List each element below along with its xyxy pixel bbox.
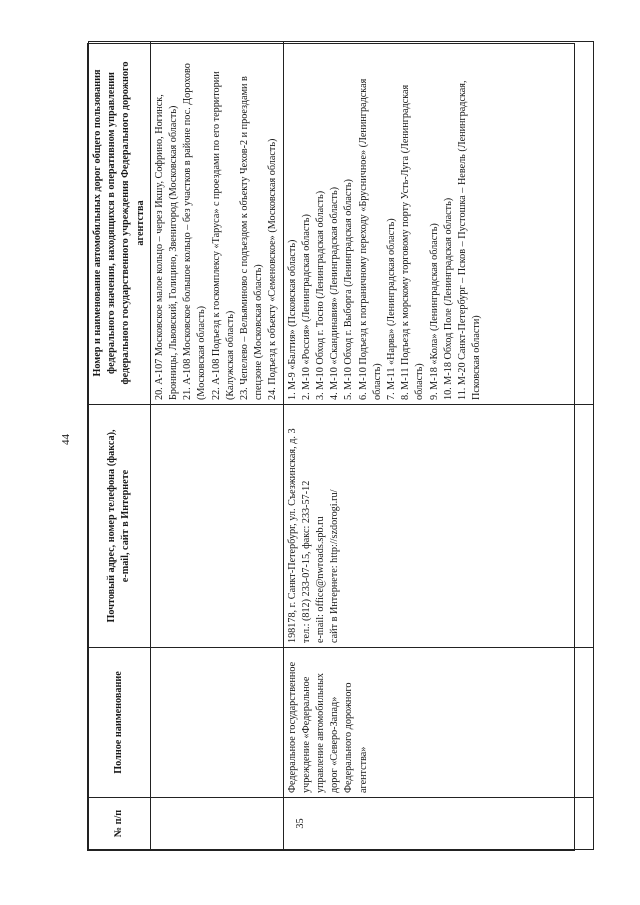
road-item: 21. А-108 Московское большое кольцо – без участков в районе пос. Дорохово (Московская область)	[182, 63, 208, 400]
header-full-name: Полное наименование	[89, 648, 151, 798]
table-header-row	[89, 42, 151, 850]
cell-address-empty	[150, 405, 283, 648]
page-number: 44	[60, 434, 72, 445]
header-roads: Номер и наименование автомобильных дорог общего пользования федерального значения, находящихся в оперативном управлении федерального государственного учреждения Федерального дорожного агентства	[89, 42, 151, 405]
road-item: 22. А-108 Подъезд к госкомплексу «Таруса» с проездами по его территории (Калужская область)	[210, 71, 236, 400]
roads-table	[87, 43, 575, 851]
road-item: 8. М-11 Подъезд к морскому торговому порту Усть-Луга (Ленинградская область)	[400, 84, 426, 400]
road-item: 20. А-107 Московское малое кольцо – через Икшу, Софрино, Ногинск, Бронницы, Львовский, Голицино, Звенигород (Московская область)	[153, 94, 180, 400]
table-row-35	[283, 42, 593, 850]
cell-roads-list	[283, 42, 593, 405]
table-row-continuation	[150, 42, 283, 850]
cell-name-empty	[150, 648, 283, 798]
road-item: 9. М-18 «Кола» (Ленинградская область)	[428, 223, 440, 400]
email-address: e-mail: office@nwroads.spb.ru	[315, 516, 327, 643]
road-item: 7. М-11 «Нарва» (Ленинградская область)	[386, 218, 398, 400]
phone-fax: тел.: (812) 233-07-15, факс: 233-57-12	[300, 480, 312, 643]
website: сайт в Интернете: http://szdorogi.ru/	[329, 489, 341, 643]
header-number: № п/п	[89, 798, 151, 850]
road-item: 3. М-10 Обход г. Тосно (Ленинградская область)	[315, 190, 327, 400]
road-item: 24. Подъезд к объекту «Семеновское» (Московская область)	[267, 138, 279, 400]
postal-address: 198178, г. Санкт-Петербург, ул. Съезжинская, д. 3	[286, 428, 298, 643]
road-item: 1. М-9 «Балтия» (Псковская область)	[286, 239, 298, 400]
road-item: 2. М-10 «Россия» (Ленинградская область)	[300, 214, 312, 400]
road-item: 11. М-20 Санкт-Петербург – Псков – Пустошка – Невель (Ленинградская, Псковская области)	[457, 80, 483, 400]
cell-row-number: 35	[283, 798, 593, 850]
road-item: 10. М-18 Обход Поле (Ленинградская область)	[442, 197, 454, 400]
header-address: Почтовый адрес, номер телефона (факса), e-mail, сайт в Интернете	[89, 405, 151, 648]
cell-roads-continuation	[150, 42, 283, 405]
road-item: 5. М-10 Обход г. Выборга (Ленинградская область)	[343, 179, 355, 400]
road-item: 6. М-10 Подъезд к пограничному переходу «Брусничное» (Ленинградская область)	[357, 78, 383, 400]
cell-number-empty	[150, 798, 283, 850]
cell-address	[283, 405, 593, 648]
road-item: 23. Чепелево – Вельяминово с подъездом к объекту Чехов-2 и проездами в спецзоне (Московская область)	[239, 76, 265, 400]
cell-organization-name: Федеральное государственное учреждение «Федеральное управление автомобильных дорог «Северо-Запад» Федерального дорожного агентства»	[283, 648, 593, 798]
road-item: 4. М-10 «Скандинавия» (Ленинградская область)	[329, 186, 341, 400]
